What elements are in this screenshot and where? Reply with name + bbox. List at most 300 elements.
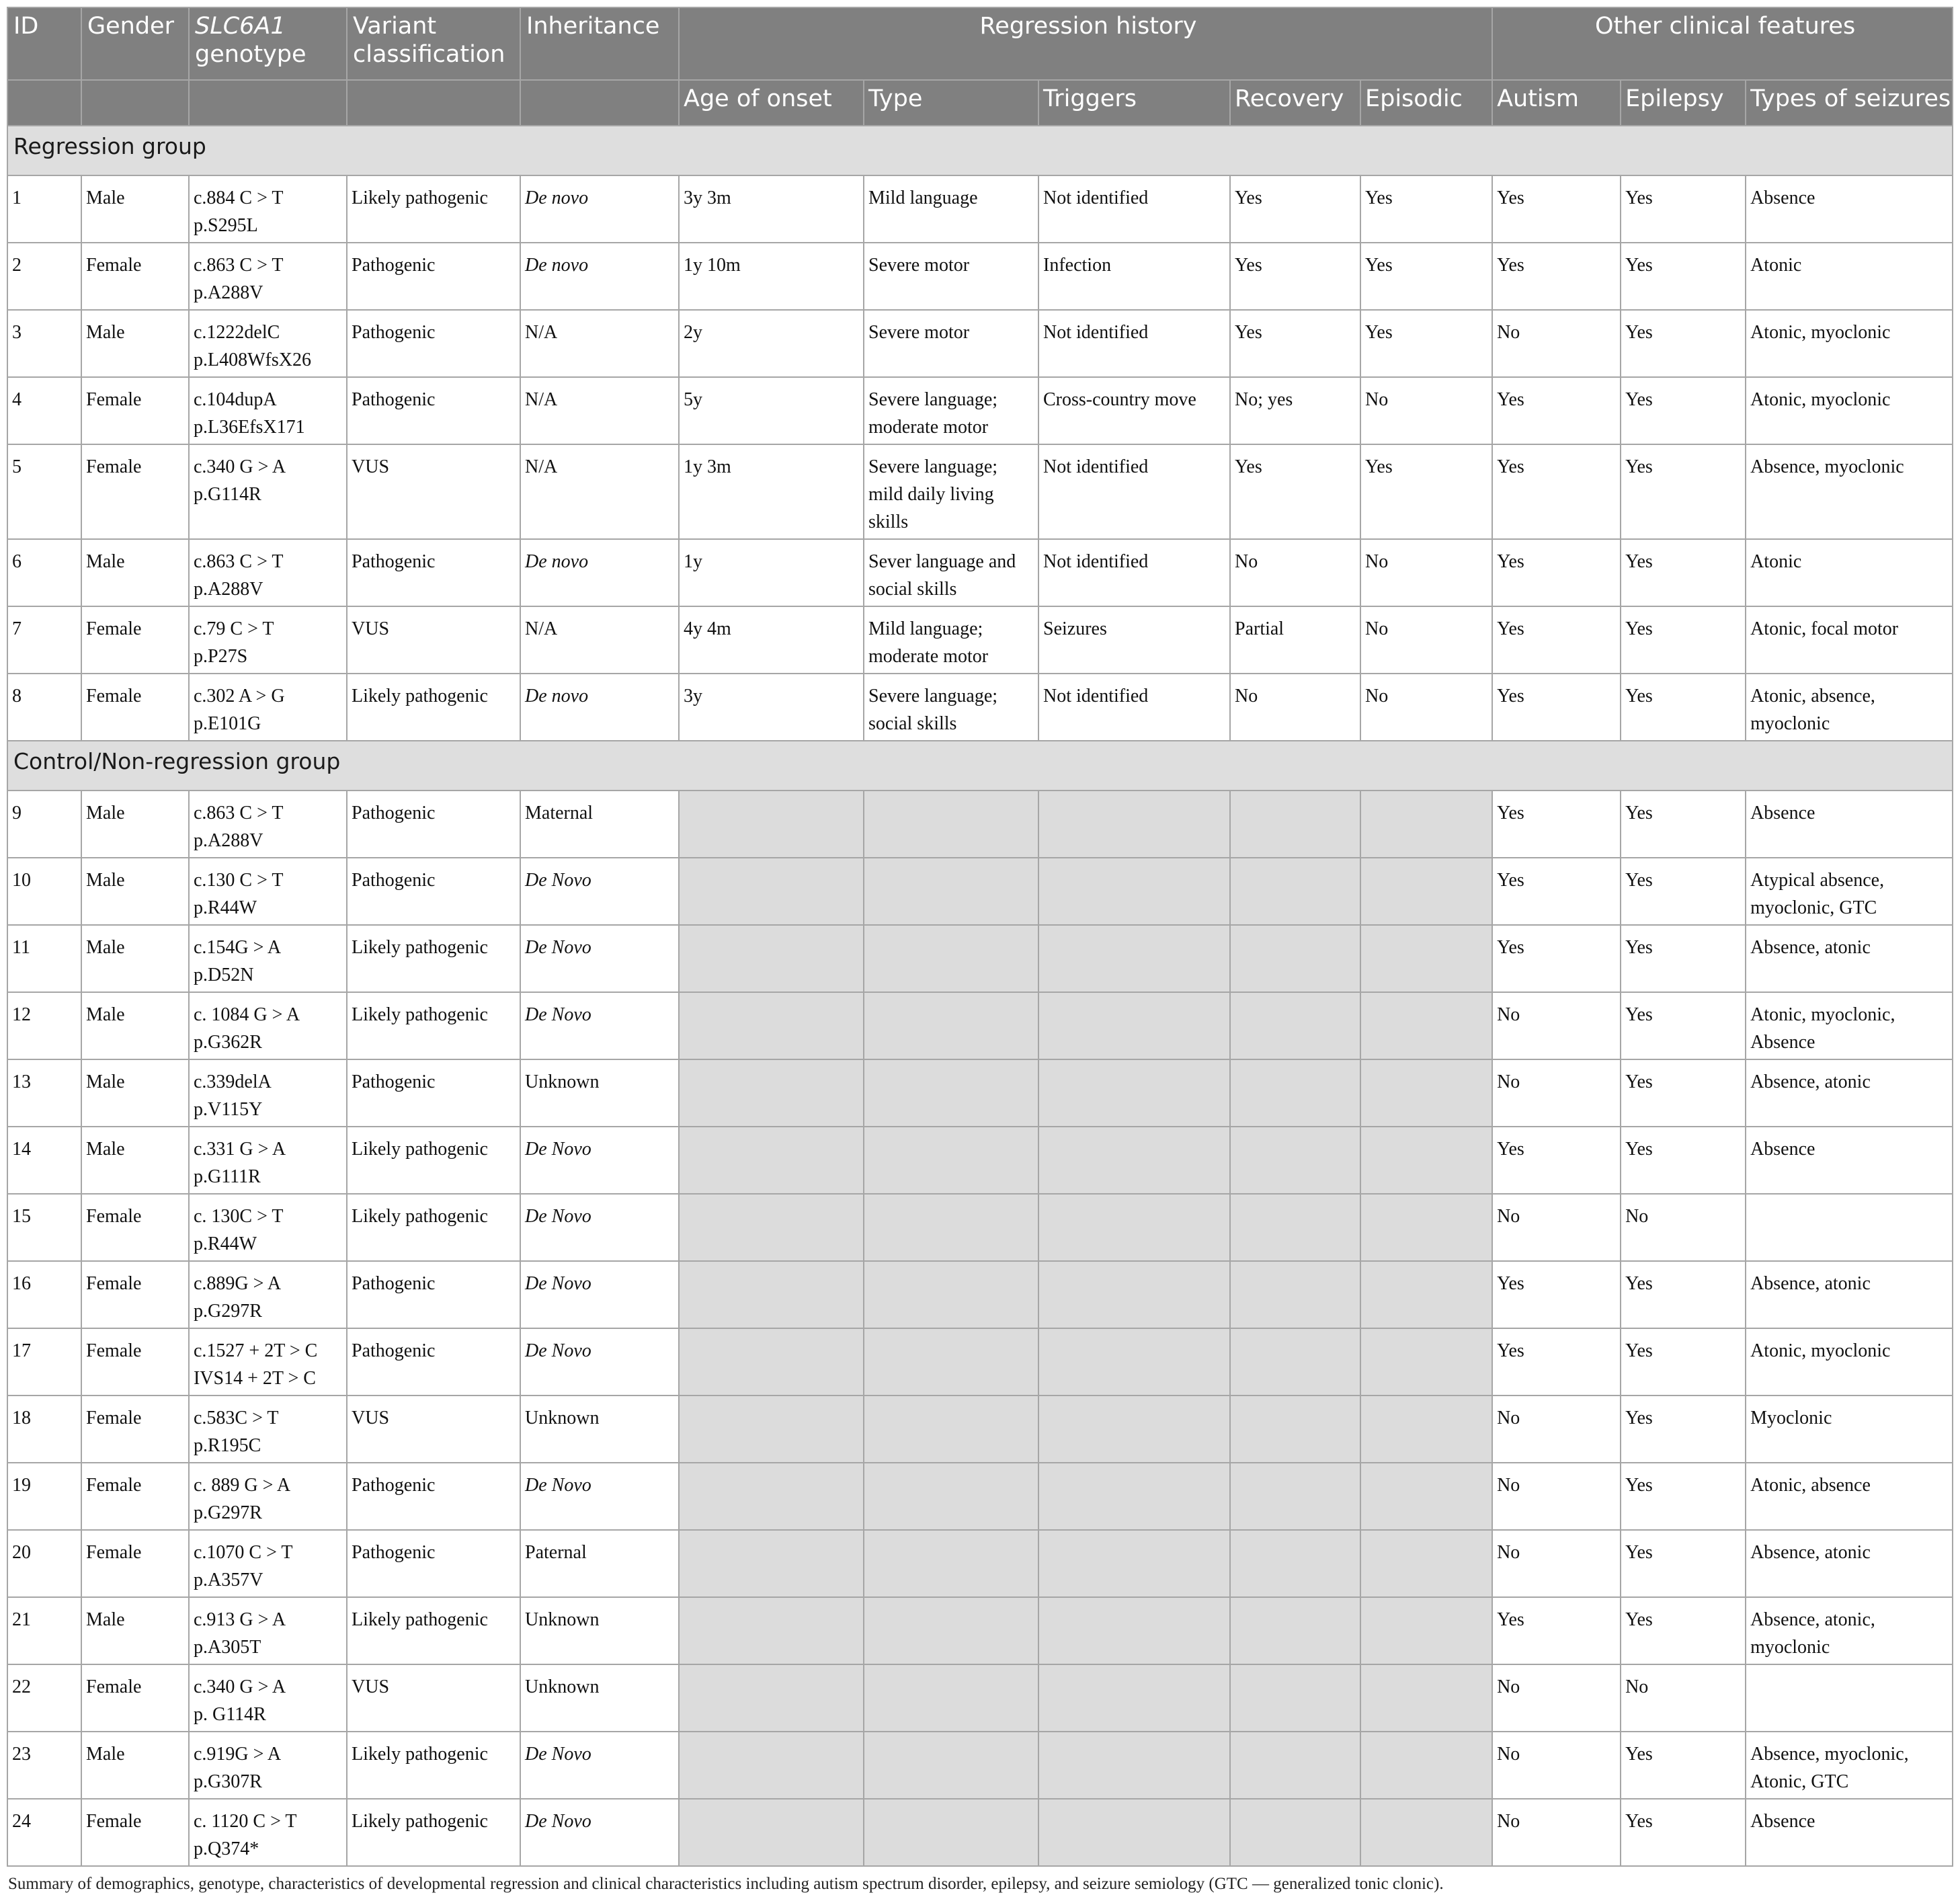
cell-triggers: Not identified	[1038, 444, 1230, 539]
genotype-protein: p.V115Y	[194, 1099, 263, 1120]
cell-type: Sever language and social skills	[864, 539, 1038, 606]
cell-regression-na	[1038, 1799, 1230, 1866]
genotype-protein: p. G114R	[194, 1704, 266, 1725]
cell-autism: Yes	[1492, 791, 1621, 858]
cell-recovery: Yes	[1230, 310, 1360, 377]
cell-age-of-onset: 1y 3m	[679, 444, 864, 539]
cell-autism: Yes	[1492, 1328, 1621, 1396]
cell-gender: Male	[81, 925, 189, 992]
genotype-cdna: c.889G > A	[194, 1273, 282, 1294]
cell-regression-na	[864, 1396, 1038, 1463]
cell-classification: Pathogenic	[347, 1463, 520, 1530]
cell-regression-na	[1038, 1396, 1230, 1463]
cell-triggers: Not identified	[1038, 539, 1230, 606]
cell-regression-na	[1360, 1059, 1492, 1127]
cell-seizures: Atonic	[1746, 539, 1953, 606]
cell-inheritance: N/A	[520, 377, 679, 444]
cell-regression-na	[1230, 1261, 1360, 1328]
cell-regression-na	[1038, 1664, 1230, 1732]
table-caption: Summary of demographics, genotype, characteristics of developmental regression and clinical characteristics including autism spectrum disorder, epilepsy, and seizure semiology (GTC — generalized tonic clonic).	[8, 1875, 1444, 1893]
cell-regression-na	[679, 1059, 864, 1127]
cell-regression-na	[1360, 1194, 1492, 1261]
cell-genotype	[189, 1261, 347, 1328]
cell-regression-na	[864, 858, 1038, 925]
cell-episodic: No	[1360, 539, 1492, 606]
cell-regression-na	[1038, 1059, 1230, 1127]
cell-regression-na	[864, 1328, 1038, 1396]
cell-regression-na	[1360, 1261, 1492, 1328]
cell-epilepsy: Yes	[1621, 1732, 1746, 1799]
cell-inheritance: De Novo	[520, 1261, 679, 1328]
cell-autism: Yes	[1492, 1597, 1621, 1664]
cell-epilepsy: Yes	[1621, 992, 1746, 1059]
cell-regression-na	[1360, 992, 1492, 1059]
cell-age-of-onset: 2y	[679, 310, 864, 377]
cell-regression-na	[679, 1530, 864, 1597]
cell-autism: No	[1492, 992, 1621, 1059]
cell-gender: Female	[81, 674, 189, 741]
genotype-protein: p.G297R	[194, 1301, 262, 1322]
cell-classification: VUS	[347, 1396, 520, 1463]
cell-genotype	[189, 925, 347, 992]
cell-regression-na	[1038, 1597, 1230, 1664]
cell-regression-na	[679, 1463, 864, 1530]
cell-classification: Likely pathogenic	[347, 1194, 520, 1261]
cell-seizures: Atonic, myoclonic	[1746, 377, 1953, 444]
cell-classification: Likely pathogenic	[347, 1127, 520, 1194]
cell-gender: Female	[81, 1396, 189, 1463]
cell-gender: Male	[81, 858, 189, 925]
cell-id: 7	[7, 606, 81, 674]
header-blank	[81, 80, 189, 126]
genotype-protein: p.E101G	[194, 713, 261, 734]
cell-gender: Female	[81, 1194, 189, 1261]
cell-regression-na	[679, 992, 864, 1059]
cell-gender: Female	[81, 1530, 189, 1597]
cell-gender: Female	[81, 606, 189, 674]
cell-triggers: Seizures	[1038, 606, 1230, 674]
cell-id: 8	[7, 674, 81, 741]
cell-id: 21	[7, 1597, 81, 1664]
cell-epilepsy: Yes	[1621, 606, 1746, 674]
header-genotype-word: genotype	[195, 41, 307, 68]
genotype-cdna: c.154G > A	[194, 937, 282, 958]
cell-triggers: Not identified	[1038, 674, 1230, 741]
header-autism: Autism	[1492, 80, 1621, 126]
cell-autism: Yes	[1492, 539, 1621, 606]
cell-regression-na	[1360, 1530, 1492, 1597]
cell-classification: Pathogenic	[347, 791, 520, 858]
cell-regression-na	[1230, 1664, 1360, 1732]
genotype-protein: p.G114R	[194, 484, 261, 505]
header-blank	[7, 80, 81, 126]
cell-regression-na	[1038, 1127, 1230, 1194]
cell-seizures: Absence, atonic	[1746, 1261, 1953, 1328]
cell-regression-na	[864, 791, 1038, 858]
cell-classification: Pathogenic	[347, 1530, 520, 1597]
cell-classification: Likely pathogenic	[347, 1732, 520, 1799]
cell-type: Severe motor	[864, 310, 1038, 377]
cell-genotype	[189, 606, 347, 674]
genotype-protein: p.A288V	[194, 830, 263, 851]
table-row	[7, 1732, 1953, 1799]
control-group-body	[7, 791, 1953, 1866]
cell-type: Mild language; moderate motor	[864, 606, 1038, 674]
cell-type: Severe language; mild daily living skills	[864, 444, 1038, 539]
cell-genotype	[189, 175, 347, 243]
cell-seizures: Atypical absence, myoclonic, GTC	[1746, 858, 1953, 925]
cell-inheritance: De Novo	[520, 1127, 679, 1194]
table-row	[7, 1664, 1953, 1732]
cell-gender: Female	[81, 1799, 189, 1866]
table-row	[7, 1530, 1953, 1597]
cell-inheritance: De Novo	[520, 1328, 679, 1396]
genotype-protein: p.L408WfsX26	[194, 350, 311, 370]
cell-regression-na	[864, 992, 1038, 1059]
cell-regression-na	[864, 1799, 1038, 1866]
header-id: ID	[7, 7, 81, 80]
cell-regression-na	[1360, 1597, 1492, 1664]
cell-seizures: Absence	[1746, 1127, 1953, 1194]
cell-epilepsy: No	[1621, 1194, 1746, 1261]
cell-inheritance: N/A	[520, 310, 679, 377]
cell-regression-na	[679, 1664, 864, 1732]
cell-regression-na	[864, 1194, 1038, 1261]
cell-epilepsy: Yes	[1621, 175, 1746, 243]
genotype-cdna: c.302 A > G	[194, 686, 285, 706]
cell-inheritance: Maternal	[520, 791, 679, 858]
cell-recovery: Yes	[1230, 444, 1360, 539]
cell-autism: Yes	[1492, 243, 1621, 310]
group-label-regression: Regression group	[7, 126, 1953, 175]
cell-regression-na	[864, 925, 1038, 992]
clinical-summary-table	[7, 7, 1953, 1867]
cell-genotype	[189, 992, 347, 1059]
cell-regression-na	[1230, 1732, 1360, 1799]
cell-seizures: Absence, myoclonic, Atonic, GTC	[1746, 1732, 1953, 1799]
cell-regression-na	[1360, 1799, 1492, 1866]
cell-id: 14	[7, 1127, 81, 1194]
cell-gender: Female	[81, 1463, 189, 1530]
genotype-cdna: c. 889 G > A	[194, 1475, 291, 1496]
cell-regression-na	[679, 1261, 864, 1328]
cell-regression-na	[864, 1732, 1038, 1799]
cell-inheritance: Unknown	[520, 1059, 679, 1127]
cell-epilepsy: Yes	[1621, 1127, 1746, 1194]
genotype-protein: p.G297R	[194, 1502, 262, 1523]
cell-gender: Female	[81, 377, 189, 444]
genotype-protein: p.S295L	[194, 215, 258, 236]
cell-epilepsy: Yes	[1621, 1463, 1746, 1530]
table-container	[7, 7, 1952, 1894]
cell-regression-na	[1230, 791, 1360, 858]
cell-autism: No	[1492, 1396, 1621, 1463]
cell-gender: Male	[81, 1059, 189, 1127]
cell-regression-na	[679, 1597, 864, 1664]
cell-inheritance: De Novo	[520, 1194, 679, 1261]
cell-seizures: Absence, atonic	[1746, 925, 1953, 992]
cell-autism: No	[1492, 1530, 1621, 1597]
cell-id: 12	[7, 992, 81, 1059]
cell-regression-na	[864, 1059, 1038, 1127]
genotype-protein: p.D52N	[194, 965, 254, 985]
cell-regression-na	[679, 791, 864, 858]
cell-classification: Pathogenic	[347, 377, 520, 444]
genotype-cdna: c. 1084 G > A	[194, 1004, 300, 1025]
cell-seizures: Absence	[1746, 1799, 1953, 1866]
cell-regression-na	[1230, 1530, 1360, 1597]
cell-classification: Likely pathogenic	[347, 674, 520, 741]
cell-autism: No	[1492, 1463, 1621, 1530]
cell-episodic: Yes	[1360, 444, 1492, 539]
cell-inheritance: De Novo	[520, 992, 679, 1059]
cell-genotype	[189, 1396, 347, 1463]
header-regression-history: Regression history	[679, 7, 1492, 80]
cell-inheritance: N/A	[520, 606, 679, 674]
cell-gender: Male	[81, 1732, 189, 1799]
cell-inheritance: De Novo	[520, 1799, 679, 1866]
cell-id: 20	[7, 1530, 81, 1597]
cell-id: 24	[7, 1799, 81, 1866]
cell-regression-na	[1360, 1463, 1492, 1530]
cell-inheritance: De Novo	[520, 1463, 679, 1530]
cell-seizures: Atonic, myoclonic, Absence	[1746, 992, 1953, 1059]
cell-inheritance: Unknown	[520, 1597, 679, 1664]
genotype-cdna: c.1222delC	[194, 322, 280, 343]
header-other-clinical-features: Other clinical features	[1492, 7, 1953, 80]
cell-inheritance: Unknown	[520, 1396, 679, 1463]
cell-seizures: Myoclonic	[1746, 1396, 1953, 1463]
table-row	[7, 992, 1953, 1059]
cell-genotype	[189, 1530, 347, 1597]
cell-triggers: Not identified	[1038, 175, 1230, 243]
cell-id: 3	[7, 310, 81, 377]
genotype-cdna: c.884 C > T	[194, 188, 284, 208]
cell-triggers: Cross-country move	[1038, 377, 1230, 444]
cell-genotype	[189, 1597, 347, 1664]
cell-recovery: No; yes	[1230, 377, 1360, 444]
cell-genotype	[189, 1194, 347, 1261]
header-types-of-seizures: Types of seizures	[1746, 80, 1953, 126]
cell-epilepsy: Yes	[1621, 791, 1746, 858]
cell-regression-na	[1230, 1463, 1360, 1530]
cell-classification: VUS	[347, 444, 520, 539]
cell-classification: Pathogenic	[347, 310, 520, 377]
table-row	[7, 1799, 1953, 1866]
cell-regression-na	[1230, 1127, 1360, 1194]
cell-regression-na	[1230, 858, 1360, 925]
header-classification: Variant classification	[347, 7, 520, 80]
genotype-protein: p.Q374*	[194, 1838, 259, 1859]
cell-age-of-onset: 1y	[679, 539, 864, 606]
genotype-cdna: c.340 G > A	[194, 456, 286, 477]
cell-genotype	[189, 1328, 347, 1396]
cell-id: 22	[7, 1664, 81, 1732]
cell-id: 13	[7, 1059, 81, 1127]
cell-classification: Pathogenic	[347, 1261, 520, 1328]
genotype-cdna: c.919G > A	[194, 1744, 282, 1765]
genotype-protein: p.G362R	[194, 1032, 262, 1053]
cell-seizures: Absence	[1746, 175, 1953, 243]
genotype-cdna: c.583C > T	[194, 1408, 279, 1428]
cell-inheritance: De novo	[520, 175, 679, 243]
cell-epilepsy: Yes	[1621, 1396, 1746, 1463]
cell-seizures: Atonic, focal motor	[1746, 606, 1953, 674]
table-row	[7, 791, 1953, 858]
cell-recovery: Partial	[1230, 606, 1360, 674]
cell-gender: Male	[81, 1127, 189, 1194]
cell-age-of-onset: 3y	[679, 674, 864, 741]
cell-seizures: Atonic, myoclonic	[1746, 1328, 1953, 1396]
cell-regression-na	[1038, 791, 1230, 858]
cell-autism: Yes	[1492, 175, 1621, 243]
cell-inheritance: Paternal	[520, 1530, 679, 1597]
cell-gender: Male	[81, 992, 189, 1059]
cell-regression-na	[1038, 1261, 1230, 1328]
cell-seizures: Atonic, absence, myoclonic	[1746, 674, 1953, 741]
cell-classification: Pathogenic	[347, 858, 520, 925]
genotype-cdna: c.913 G > A	[194, 1609, 286, 1630]
cell-genotype	[189, 1463, 347, 1530]
genotype-cdna: c.104dupA	[194, 389, 277, 410]
cell-gender: Male	[81, 539, 189, 606]
cell-genotype	[189, 444, 347, 539]
header-genotype-gene: SLC6A1	[195, 13, 286, 40]
cell-seizures: Atonic, absence	[1746, 1463, 1953, 1530]
cell-regression-na	[1230, 925, 1360, 992]
cell-id: 11	[7, 925, 81, 992]
cell-regression-na	[679, 1194, 864, 1261]
cell-regression-na	[1360, 1127, 1492, 1194]
cell-epilepsy: Yes	[1621, 858, 1746, 925]
group-label-control: Control/Non-regression group	[7, 741, 1953, 791]
cell-gender: Male	[81, 791, 189, 858]
cell-inheritance: De novo	[520, 243, 679, 310]
cell-regression-na	[1230, 992, 1360, 1059]
header-recovery: Recovery	[1230, 80, 1360, 126]
header-episodic: Episodic	[1360, 80, 1492, 126]
cell-inheritance: N/A	[520, 444, 679, 539]
genotype-protein: p.G111R	[194, 1166, 261, 1187]
cell-regression-na	[1038, 1463, 1230, 1530]
genotype-protein: p.A305T	[194, 1637, 261, 1658]
cell-autism: No	[1492, 1059, 1621, 1127]
cell-regression-na	[1038, 1732, 1230, 1799]
cell-genotype	[189, 1127, 347, 1194]
genotype-protein: p.G307R	[194, 1771, 262, 1792]
cell-classification: Pathogenic	[347, 1328, 520, 1396]
header-epilepsy: Epilepsy	[1621, 80, 1746, 126]
genotype-cdna: c.130 C > T	[194, 870, 284, 891]
genotype-protein: p.R44W	[194, 897, 257, 918]
cell-epilepsy: Yes	[1621, 310, 1746, 377]
header-gender: Gender	[81, 7, 189, 80]
cell-autism: Yes	[1492, 674, 1621, 741]
cell-id: 4	[7, 377, 81, 444]
cell-regression-na	[864, 1530, 1038, 1597]
genotype-cdna: c.863 C > T	[194, 255, 284, 276]
cell-genotype	[189, 1799, 347, 1866]
cell-regression-na	[679, 1328, 864, 1396]
cell-inheritance: De Novo	[520, 858, 679, 925]
cell-classification: VUS	[347, 606, 520, 674]
cell-regression-na	[1360, 858, 1492, 925]
header-blank	[347, 80, 520, 126]
cell-classification: Pathogenic	[347, 539, 520, 606]
cell-type: Mild language	[864, 175, 1038, 243]
cell-genotype	[189, 858, 347, 925]
cell-seizures: Absence, atonic	[1746, 1059, 1953, 1127]
table-row	[7, 925, 1953, 992]
table-row	[7, 1396, 1953, 1463]
cell-inheritance: Unknown	[520, 1664, 679, 1732]
cell-recovery: Yes	[1230, 175, 1360, 243]
cell-epilepsy: Yes	[1621, 1261, 1746, 1328]
table-row	[7, 858, 1953, 925]
header-inheritance: Inheritance	[520, 7, 679, 80]
cell-regression-na	[1230, 1194, 1360, 1261]
cell-age-of-onset: 5y	[679, 377, 864, 444]
cell-autism: Yes	[1492, 1261, 1621, 1328]
cell-epilepsy: Yes	[1621, 444, 1746, 539]
cell-regression-na	[679, 1396, 864, 1463]
header-triggers: Triggers	[1038, 80, 1230, 126]
cell-regression-na	[1038, 1328, 1230, 1396]
cell-classification: Pathogenic	[347, 1059, 520, 1127]
cell-id: 9	[7, 791, 81, 858]
header-age-of-onset: Age of onset	[679, 80, 864, 126]
genotype-protein: p.A288V	[194, 579, 263, 600]
genotype-cdna: c. 1120 C > T	[194, 1811, 297, 1832]
cell-age-of-onset: 1y 10m	[679, 243, 864, 310]
cell-id: 18	[7, 1396, 81, 1463]
cell-classification: Likely pathogenic	[347, 925, 520, 992]
cell-seizures: Atonic, myoclonic	[1746, 310, 1953, 377]
cell-id: 6	[7, 539, 81, 606]
cell-regression-na	[1038, 1194, 1230, 1261]
genotype-protein: p.A357V	[194, 1570, 263, 1590]
cell-seizures: Atonic	[1746, 243, 1953, 310]
cell-gender: Female	[81, 1328, 189, 1396]
cell-regression-na	[679, 858, 864, 925]
cell-autism: No	[1492, 1732, 1621, 1799]
cell-inheritance: De novo	[520, 674, 679, 741]
cell-seizures: Absence, atonic, myoclonic	[1746, 1597, 1953, 1664]
cell-epilepsy: Yes	[1621, 539, 1746, 606]
cell-triggers: Not identified	[1038, 310, 1230, 377]
cell-regression-na	[1360, 925, 1492, 992]
cell-classification: Likely pathogenic	[347, 1799, 520, 1866]
genotype-protein: p.A288V	[194, 282, 263, 303]
cell-episodic: Yes	[1360, 175, 1492, 243]
cell-age-of-onset: 4y 4m	[679, 606, 864, 674]
cell-regression-na	[1360, 1732, 1492, 1799]
cell-id: 19	[7, 1463, 81, 1530]
cell-genotype	[189, 377, 347, 444]
table-row	[7, 1328, 1953, 1396]
cell-regression-na	[864, 1664, 1038, 1732]
cell-episodic: No	[1360, 674, 1492, 741]
cell-gender: Female	[81, 243, 189, 310]
cell-regression-na	[864, 1261, 1038, 1328]
genotype-protein: p.R195C	[194, 1435, 261, 1456]
cell-autism: Yes	[1492, 377, 1621, 444]
cell-epilepsy: No	[1621, 1664, 1746, 1732]
cell-recovery: No	[1230, 539, 1360, 606]
cell-autism: Yes	[1492, 925, 1621, 992]
cell-genotype	[189, 243, 347, 310]
cell-gender: Female	[81, 1261, 189, 1328]
